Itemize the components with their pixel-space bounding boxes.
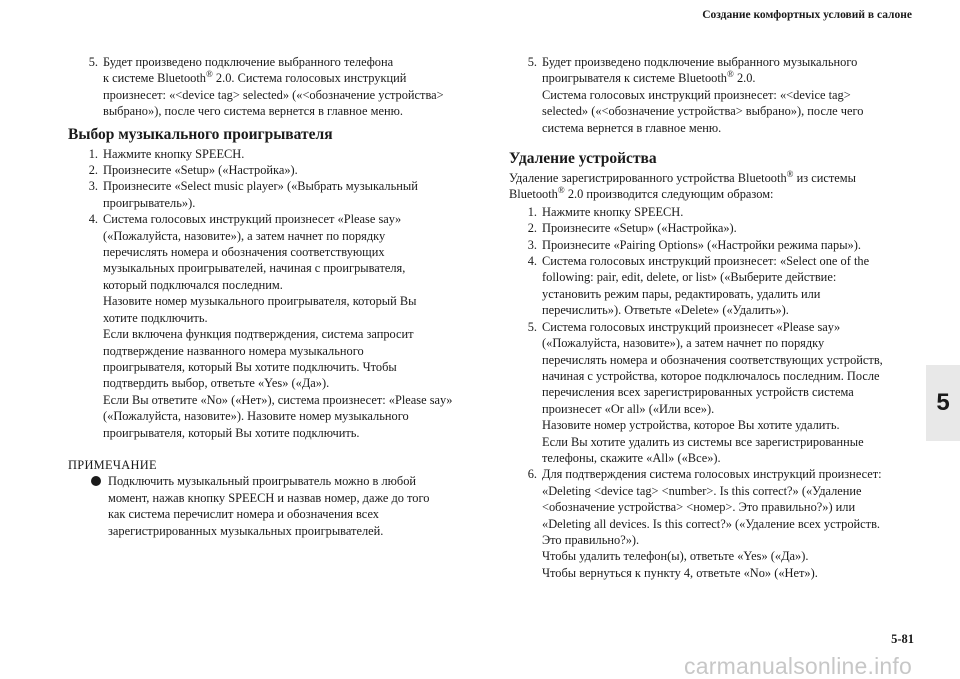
text-line: Произнесите «Select music player» («Выбрать музыкальный — [103, 179, 418, 194]
text-line: проигрывателя, который Вы хотите подключить. — [103, 425, 360, 440]
item-number: 6. — [527, 467, 537, 482]
section-heading-music-player: Выбор музыкального проигрывателя — [68, 125, 333, 143]
text-line: Назовите номер музыкального проигрывателя, который Вы — [103, 294, 417, 309]
right-column — [509, 54, 914, 581]
list-item — [509, 204, 914, 220]
item-number: 3. — [88, 179, 98, 194]
bullet-icon — [91, 476, 101, 486]
text-line: Будет произведено подключение выбранного музыкального — [542, 55, 858, 69]
text-line: Будет произведено подключение выбранного телефона — [103, 55, 394, 69]
list-item — [68, 162, 488, 178]
item-text — [103, 178, 488, 211]
item-text — [103, 54, 488, 120]
text-line: Подключить музыкальный проигрыватель можно в любой — [108, 474, 417, 489]
page-number: 5-81 — [891, 631, 914, 646]
text-line: к системе Bluetooth® 2.0. Система голосовых инструкций — [103, 69, 407, 86]
text-line: following: pair, edit, delete, or list» («Выберите действие: — [542, 270, 837, 285]
text-line: система вернется в главное меню. — [542, 120, 722, 135]
text-line: «Deleting <device tag> <number>. Is this correct?» («Удаление — [542, 483, 862, 498]
text-line: проигрывателя к системе Bluetooth® 2.0. — [542, 69, 756, 86]
text-line: selected» («<обозначение устройства> выбрано»), после чего — [542, 104, 864, 119]
text-line: («Пожалуйста, назовите»), а затем начнет по порядку — [542, 336, 825, 351]
text-line: Произнесите «Setup» («Настройка»). — [103, 163, 298, 178]
text-line: проигрыватель»). — [103, 195, 196, 210]
text-line: телефоны, скажите «All» («Все»). — [542, 450, 721, 465]
text-line: Удаление зарегистрированного устройства Bluetooth® из системы — [509, 168, 856, 186]
text-line: <обозначение устройства> <номер>. Это правильно?») или — [542, 500, 856, 515]
item-text — [542, 204, 914, 220]
text-line: Назовите номер устройства, которое Вы хотите удалить. — [542, 418, 840, 433]
text-line: Если Вы ответите «No» («Нет»), система произнесет: «Please say» — [103, 392, 453, 407]
item-text — [542, 237, 914, 253]
text-line: произнесет: «<device tag> selected» («<обозначение устройства> — [103, 87, 444, 102]
text-line: Bluetooth® 2.0 производится следующим образом: — [509, 185, 774, 202]
list-item — [509, 253, 914, 319]
list-item — [68, 211, 488, 441]
text-line: Произнесите «Setup» («Настройка»). — [542, 221, 737, 236]
item-text — [542, 253, 914, 319]
item-text — [542, 220, 914, 236]
note-text — [108, 473, 488, 539]
text-line: момент, нажав кнопку SPEECH и назвав номер, даже до того — [108, 490, 430, 505]
text-line: перечисления всех зарегистрированных устройств система — [542, 385, 854, 400]
text-line: Произнесите «Pairing Options» («Настройки режима пары»). — [542, 237, 861, 252]
item-number: 5. — [527, 319, 537, 334]
text-line: проигрывателя, который Вы хотите подключить. Чтобы — [103, 359, 397, 374]
text-line: выбрано»), после чего система вернется в главное меню. — [103, 104, 403, 119]
left-top-item — [68, 54, 488, 120]
text-line: («Пожалуйста, назовите»). Назовите номер музыкального — [103, 409, 409, 424]
text-line: подтвердить выбор, ответьте «Yes» («Да»). — [103, 376, 330, 391]
item-number: 4. — [527, 254, 537, 269]
text-line: Система голосовых инструкций произнесет: «<device tag> — [542, 87, 851, 102]
text-line: как система перечислит номера и обозначения всех — [108, 507, 379, 522]
list-item — [509, 319, 914, 467]
right-step-list — [509, 204, 914, 581]
text-line: который подключался последним. — [103, 277, 283, 292]
text-line: Чтобы вернуться к пункту 4, ответьте «No» («Нет»). — [542, 565, 818, 580]
text-line: Для подтверждения система голосовых инструкций произнесет: — [542, 467, 882, 482]
text-line: перечислять номера и обозначения соответствующих — [103, 245, 385, 260]
text-line: начиная с устройства, которое подключалось последним. После — [542, 368, 880, 383]
text-line: установить режим пары, редактировать, удалить или — [542, 286, 821, 301]
item-text — [542, 466, 914, 581]
text-line: хотите подключить. — [103, 310, 208, 325]
list-item — [509, 466, 914, 581]
item-text — [542, 319, 914, 467]
item-number: 5. — [88, 55, 98, 69]
watermark: carmanualsonline.info — [684, 652, 912, 679]
left-step-list — [68, 146, 488, 441]
item-text — [103, 162, 488, 178]
text-line: Система голосовых инструкций произнесет «Please say» — [103, 212, 402, 227]
item-text — [103, 211, 488, 441]
right-top-item — [509, 54, 914, 136]
note-item — [68, 473, 488, 539]
list-item — [68, 146, 488, 162]
section-heading-delete-device: Удаление устройства — [509, 150, 657, 168]
text-line: («Пожалуйста, назовите»), а затем начнет по порядку — [103, 228, 386, 243]
chapter-tab: 5 — [926, 365, 960, 441]
item-number: 1. — [527, 204, 537, 219]
text-line: произнесет «Or all» («Или все»). — [542, 401, 715, 416]
item-number: 3. — [527, 237, 537, 252]
intro-text — [509, 170, 914, 203]
text-line: зарегистрированных музыкальных проигрывателей. — [108, 523, 384, 538]
list-item — [68, 178, 488, 211]
item-number: 1. — [88, 146, 98, 161]
list-item — [509, 220, 914, 236]
running-header: Создание комфортных условий в салоне — [702, 9, 912, 21]
text-line: «Deleting all devices. Is this correct?» («Удаление всех устройств. — [542, 516, 881, 531]
text-line: Нажмите кнопку SPEECH. — [103, 146, 245, 161]
item-text — [103, 146, 488, 162]
note-title: ПРИМЕЧАНИЕ — [68, 457, 157, 472]
text-line: Система голосовых инструкций произнесет «Please say» — [542, 319, 841, 334]
list-item — [509, 237, 914, 253]
item-number: 5. — [527, 55, 537, 69]
item-number: 2. — [527, 221, 537, 236]
text-line: перечислять номера и обозначения соответствующих устройств, — [542, 352, 883, 367]
text-line: музыкальных проигрывателей, начиная с проигрывателя, — [103, 261, 406, 276]
text-line: Нажмите кнопку SPEECH. — [542, 204, 684, 219]
item-number: 2. — [88, 163, 98, 178]
text-line: Если Вы хотите удалить из системы все зарегистрированные — [542, 434, 864, 449]
text-line: перечислить»). Ответьте «Delete» («Удалить»). — [542, 303, 789, 318]
text-line: Если включена функция подтверждения, система запросит — [103, 327, 414, 342]
left-column — [68, 54, 488, 539]
text-line: Это правильно?»). — [542, 532, 640, 547]
text-line: подтверждение названного номера музыкального — [103, 343, 364, 358]
item-text — [542, 54, 914, 136]
text-line: Чтобы удалить телефон(ы), ответьте «Yes» («Да»). — [542, 549, 809, 564]
text-line: Система голосовых инструкций произнесет: «Select one of the — [542, 254, 870, 269]
item-number: 4. — [88, 212, 98, 227]
